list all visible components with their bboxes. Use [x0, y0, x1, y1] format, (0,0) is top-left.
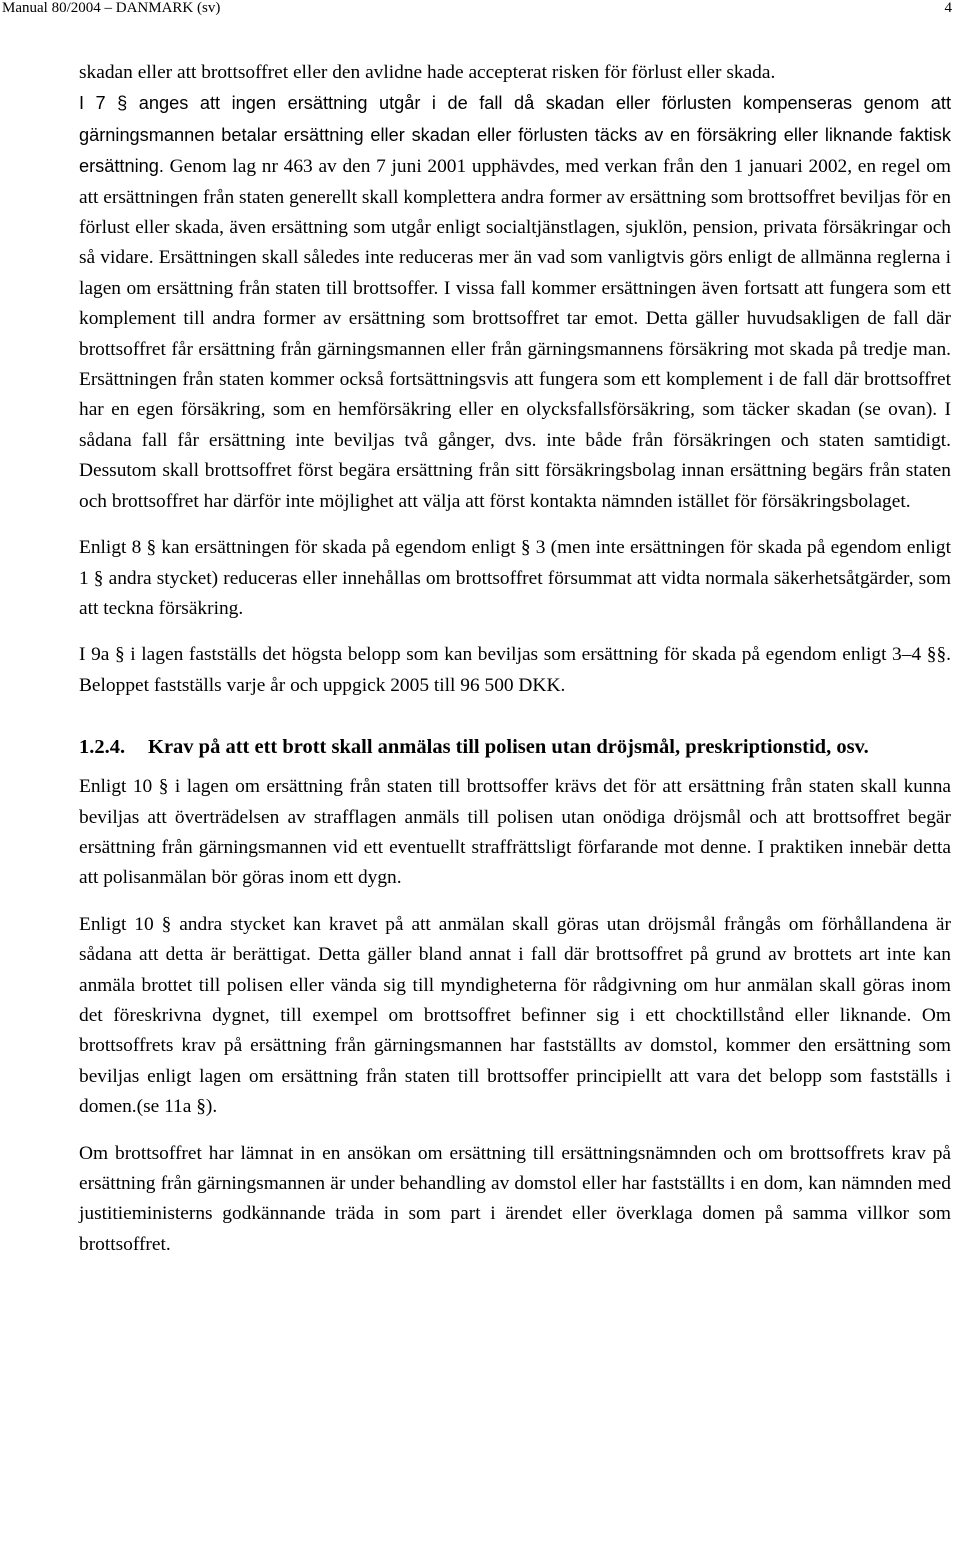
page-number: 4	[944, 0, 952, 16]
paragraph-continuation: skadan eller att brottsoffret eller den avlidne hade accepterat risken för förlust eller skada.	[79, 62, 776, 83]
document-body	[79, 58, 951, 1260]
paragraph-section-8: Enligt 8 § kan ersättningen för skada på egendom enligt § 3 (men inte ersättningen för skada på egendom enligt 1 § andra stycket) reduceras eller innehållas om brottsoffret försummat att vidta normala säkerhetsåtgärder, som att teckna försäkring.	[79, 537, 951, 619]
page-header	[0, 0, 960, 18]
paragraph-section-9a: I 9a § i lagen fastställs det högsta belopp som kan beviljas som ersättning för skada på egendom enligt 3–4 §§. Beloppet fastställs varje år och uppgick 2005 till 96 500 DKK.	[79, 644, 951, 696]
paragraph-section-7-body: Genom lag nr 463 av den 7 juni 2001 upphävdes, med verkan från den 1 januari 2002, en regel om att ersättningen från staten generellt skall komplettera andra former av ersättning som brottsoffret beviljas för en förlust eller skada, även ersättning som utgår enligt socialtjänstlagen, sjuklön, pension, privata försäkringar och så vidare. Ersättningen skall således inte reduceras mer än vad som vanligtvis görs enligt de allmänna reglerna i lagen om ersättning från staten till brottsoffer. I vissa fall kommer ersättningen även fortsatt att fungera som ett komplement till andra former av ersättning som brottsoffret tar emot. Detta gäller huvudsakligen de fall där brottsoffret får ersättning från gärningsmannen eller från gärningsmannens försäkring mot skada på tredje man. Ersättningen från staten kommer också fortsättningsvis att fungera som ett komplement i de fall där brottsoffret har en egen försäkring, som en hemförsäkring eller en olycksfallsförsäkring, som täcker skadan (se ovan). I sådana fall får ersättning inte beviljas två gånger, dvs. inte både från försäkringen och staten samtidigt. Dessutom skall brottsoffret först begära ersättning från sitt försäkringsbolag innan ersättning begärs från staten och brottsoffret har därför inte möjlighet att välja att först kontakta nämnden istället för försäkringsbolaget.	[79, 156, 951, 512]
paragraph-section-10: Enligt 10 § i lagen om ersättning från staten till brottsoffer krävs det för att ersättning från staten skall kunna beviljas att överträdelsen av strafflagen anmäls till polisen utan onödiga dröjsmål och att brottsoffret begär ersättning från gärningsmannen vid ett eventuellt straffrättsligt förfarande mot denne. I praktiken innebär detta att polisanmälan bör göras inom ett dygn.	[79, 776, 951, 889]
paragraph-section-10-second: Enligt 10 § andra stycket kan kravet på att anmälan skall göras utan dröjsmål frångås om förhållandena är sådana att detta är berättigat. Detta gäller bland annat i fall där brottsoffret på grund av brottets art inte kan anmäla brottet till polisen eller vända sig till myndigheterna för rådgivning om hur anmälan skall göras inom det föreskrivna dygnet, till exempel om brottsoffret befinner sig i ett chocktillstånd eller liknande. Om brottsoffrets krav på ersättning från gärningsmannen har fastställts av domstol, kommer den ersättning som beviljas enligt lagen om ersättning från staten till brottsoffer principiellt att vara det belopp som fastställs i domen.(se 11a §).	[79, 913, 951, 1118]
section-heading-number: 1.2.4.	[79, 736, 126, 759]
section-heading	[79, 732, 951, 762]
section-heading-text: Krav på att ett brott skall anmälas till polisen utan dröjsmål, preskriptionstid, osv.	[148, 736, 869, 759]
paragraph-section-7	[79, 88, 951, 517]
paragraph-section-7-intro: I 7 § anges att ingen ersättning utgår i de fall då skadan eller förlusten kompenseras genom att gärningsmannen betalar ersättning eller skadan eller förlusten täcks av en försäkring eller liknande faktisk ersättning.	[79, 93, 951, 177]
document-title: Manual 80/2004 – DANMARK (sv)	[2, 0, 221, 16]
paragraph-intervention: Om brottsoffret har lämnat in en ansökan om ersättning till ersättningsnämnden och om brottsoffrets krav på ersättning från gärningsmannen är under behandling av domstol eller har fastställts i en dom, kan nämnden med justitieministerns godkännande träda in som part i ärendet eller överklaga domen på samma villkor som brottsoffret.	[79, 1142, 951, 1255]
